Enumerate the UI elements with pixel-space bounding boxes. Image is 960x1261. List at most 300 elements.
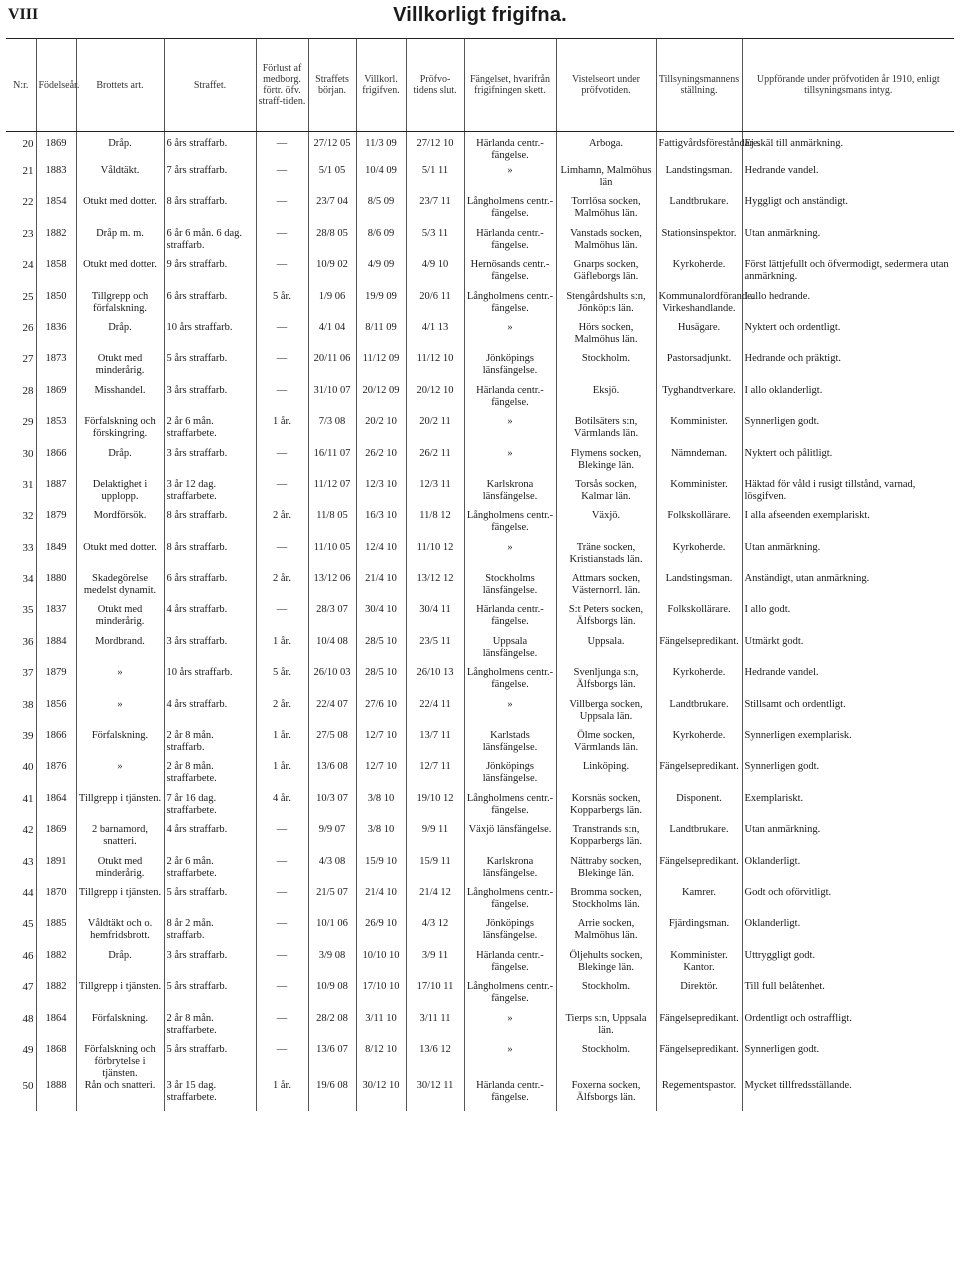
col-residence-cell: Torsås socken, Kalmar län. — [556, 479, 656, 510]
col-released-cell: 27/6 10 — [356, 699, 406, 730]
col-birth-year-cell: 1882 — [36, 950, 76, 981]
col-conduct-cell: Godt och oförvitligt. — [742, 887, 954, 918]
col-prison-cell: » — [464, 1044, 556, 1080]
col-released-cell: 12/4 10 — [356, 542, 406, 573]
col-probation-end-cell: 20/2 11 — [406, 416, 464, 447]
col-conduct-cell: Exemplariskt. — [742, 793, 954, 824]
col-crime-cell: » — [76, 667, 164, 698]
col-supervisor-cell: Fängelsepredikant. — [656, 761, 742, 792]
col-probation-end-cell: 26/10 13 — [406, 667, 464, 698]
table-row — [6, 385, 954, 416]
col-supervisor-cell: Komminister. Kantor. — [656, 950, 742, 981]
col-residence-cell: Transtrands s:n, Kopparbergs län. — [556, 824, 656, 855]
table-row — [6, 353, 954, 384]
col-nr-cell: 31 — [22, 478, 34, 491]
table-row — [6, 730, 954, 761]
table-row — [6, 1013, 954, 1044]
col-sentence-cell: 6 års straffarb. — [164, 132, 256, 166]
col-prison-cell: Långholmens centr.-fängelse. — [464, 667, 556, 698]
col-nr-cell: 22 — [22, 196, 34, 209]
col-sentence-start-cell: 13/6 08 — [308, 761, 356, 792]
col-residence-cell: Vanstads socken, Malmöhus län. — [556, 228, 656, 259]
col-supervisor-cell: Fängelsepredikant. — [656, 1044, 742, 1080]
col-nr-cell: 44 — [22, 886, 34, 899]
col-birth-year-cell: 1888 — [36, 1080, 76, 1111]
col-civil-loss-cell: 1 år. — [256, 761, 308, 792]
col-supervisor-cell: Landtbrukare. — [656, 699, 742, 730]
col-supervisor-header: Tillsyningsmannens ställning. — [656, 39, 742, 132]
col-residence-cell: Villberga socken, Uppsala län. — [556, 699, 656, 730]
col-birth-year-cell: 1885 — [36, 918, 76, 949]
col-sentence-cell: 10 års straffarb. — [164, 667, 256, 698]
col-birth-year-cell: 1880 — [36, 573, 76, 604]
col-probation-end-cell: 22/4 11 — [406, 699, 464, 730]
col-sentence-cell: 5 års straffarb. — [164, 1044, 256, 1080]
col-civil-loss-cell: — — [256, 856, 308, 887]
col-conduct-cell: I allo oklanderligt. — [742, 385, 954, 416]
col-sentence-start-cell: 9/9 07 — [308, 824, 356, 855]
col-probation-end-cell: 9/9 11 — [406, 824, 464, 855]
col-civil-loss-cell: 5 år. — [256, 291, 308, 322]
table-row — [6, 479, 954, 510]
col-nr-cell: 30 — [22, 447, 34, 460]
col-probation-end-cell: 4/9 10 — [406, 259, 464, 290]
col-crime-cell: Dråp. — [76, 950, 164, 981]
col-civil-loss-cell: — — [256, 259, 308, 290]
col-released-cell: 28/5 10 — [356, 667, 406, 698]
col-crime-cell: Tillgrepp i tjänsten. — [76, 981, 164, 1012]
col-prison-cell: Hernösands centr.-fängelse. — [464, 259, 556, 290]
col-birth-year-cell: 1856 — [36, 699, 76, 730]
col-crime-cell: Otukt med dotter. — [76, 259, 164, 290]
col-nr-cell: 35 — [22, 604, 34, 617]
page-number: VIII — [8, 6, 39, 23]
col-conduct-cell: Synnerligen exemplarisk. — [742, 730, 954, 761]
col-crime-cell: Tillgrepp och förfalskning. — [76, 291, 164, 322]
col-probation-end-header: Pröfvo-tidens slut. — [406, 39, 464, 132]
col-crime-cell: Förfalskning och förskingring. — [76, 416, 164, 447]
table-row — [6, 604, 954, 635]
col-prison-cell: » — [464, 322, 556, 353]
col-conduct-cell: I allo godt. — [742, 604, 954, 635]
col-conduct-cell: Uttryggligt godt. — [742, 950, 954, 981]
col-civil-loss-cell: — — [256, 604, 308, 635]
col-conduct-cell: Nyktert och pålitligt. — [742, 448, 954, 479]
col-nr-cell: 33 — [22, 541, 34, 554]
col-prison-cell: Växjö länsfängelse. — [464, 824, 556, 855]
col-probation-end-cell: 12/3 11 — [406, 479, 464, 510]
col-released-cell: 30/12 10 — [356, 1080, 406, 1111]
col-probation-end-cell: 13/6 12 — [406, 1044, 464, 1080]
col-prison-cell: » — [464, 1013, 556, 1044]
col-sentence-cell: 2 år 8 mån. straffarbete. — [164, 761, 256, 792]
col-conduct-cell: Oklanderligt. — [742, 856, 954, 887]
col-probation-end-cell: 15/9 11 — [406, 856, 464, 887]
col-sentence-start-cell: 11/10 05 — [308, 542, 356, 573]
col-released-cell: 4/9 09 — [356, 259, 406, 290]
col-residence-cell: Ölme socken, Värmlands län. — [556, 730, 656, 761]
register-table — [6, 38, 954, 1111]
col-sentence-start-cell: 31/10 07 — [308, 385, 356, 416]
col-released-cell: 10/10 10 — [356, 950, 406, 981]
col-birth-year-cell: 1887 — [36, 479, 76, 510]
col-prison-cell: Härlanda centr.-fängelse. — [464, 950, 556, 981]
col-residence-cell: Uppsala. — [556, 636, 656, 667]
col-sentence-start-cell: 13/12 06 — [308, 573, 356, 604]
col-crime-cell: Förfalskning. — [76, 730, 164, 761]
col-sentence-cell: 9 års straffarb. — [164, 259, 256, 290]
col-supervisor-cell: Tyghandtverkare. — [656, 385, 742, 416]
col-nr-cell: 21 — [22, 165, 34, 177]
col-crime-cell: Förfalskning. — [76, 1013, 164, 1044]
col-crime-cell: Tillgrepp i tjänsten. — [76, 887, 164, 918]
col-released-cell: 12/3 10 — [356, 479, 406, 510]
col-residence-cell: Svenljunga s:n, Älfsborgs län. — [556, 667, 656, 698]
col-nr-cell: 24 — [22, 259, 34, 272]
col-civil-loss-cell: — — [256, 950, 308, 981]
col-supervisor-cell: Fängelsepredikant. — [656, 636, 742, 667]
col-sentence-start-cell: 23/7 04 — [308, 196, 356, 227]
col-conduct-cell: Utan anmärkning. — [742, 542, 954, 573]
col-sentence-header: Straffet. — [164, 39, 256, 132]
col-supervisor-cell: Landstingsman. — [656, 165, 742, 196]
col-birth-year-cell: 1876 — [36, 761, 76, 792]
col-conduct-cell: Stillsamt och ordentligt. — [742, 699, 954, 730]
col-nr-cell: 49 — [22, 1043, 34, 1056]
col-supervisor-cell: Komminister. — [656, 479, 742, 510]
col-civil-loss-header: Förlust af medborg. förtr. öfv. straff-tiden. — [256, 39, 308, 132]
col-released-cell: 12/7 10 — [356, 761, 406, 792]
col-civil-loss-cell: — — [256, 196, 308, 227]
col-birth-year-cell: 1879 — [36, 510, 76, 541]
col-sentence-cell: 10 års straffarb. — [164, 322, 256, 353]
col-crime-cell: Misshandel. — [76, 385, 164, 416]
col-civil-loss-cell: 2 år. — [256, 699, 308, 730]
col-sentence-cell: 6 års straffarb. — [164, 291, 256, 322]
col-prison-cell: Långholmens centr.-fängelse. — [464, 510, 556, 541]
col-crime-cell: Mordbrand. — [76, 636, 164, 667]
col-civil-loss-cell: — — [256, 542, 308, 573]
col-released-cell: 16/3 10 — [356, 510, 406, 541]
col-sentence-cell: 6 år 6 mån. 6 dag. straffarb. — [164, 228, 256, 259]
col-sentence-cell: 2 år 6 mån. straffarbete. — [164, 856, 256, 887]
col-probation-end-cell: 30/4 11 — [406, 604, 464, 635]
col-sentence-start-cell: 11/12 07 — [308, 479, 356, 510]
col-probation-end-cell: 11/12 10 — [406, 353, 464, 384]
col-probation-end-cell: 3/11 11 — [406, 1013, 464, 1044]
col-birth-year-cell: 1866 — [36, 730, 76, 761]
col-prison-cell: Jönköpings länsfängelse. — [464, 353, 556, 384]
col-crime-cell: Tillgrepp i tjänsten. — [76, 793, 164, 824]
col-prison-cell: » — [464, 699, 556, 730]
col-sentence-cell: 7 år 16 dag. straffarbete. — [164, 793, 256, 824]
col-nr-cell: 29 — [22, 416, 34, 429]
col-sentence-cell: 7 års straffarb. — [164, 165, 256, 196]
col-conduct-cell: Nyktert och ordentligt. — [742, 322, 954, 353]
col-probation-end-cell: 21/4 12 — [406, 887, 464, 918]
col-supervisor-cell: Regementspastor. — [656, 1080, 742, 1111]
table-row — [6, 416, 954, 447]
col-prison-cell: Stockholms länsfängelse. — [464, 573, 556, 604]
col-civil-loss-cell: 5 år. — [256, 667, 308, 698]
col-probation-end-cell: 13/7 11 — [406, 730, 464, 761]
col-supervisor-cell: Fängelsepredikant. — [656, 856, 742, 887]
col-nr-cell: 38 — [22, 698, 34, 711]
table-row — [6, 510, 954, 541]
col-conduct-cell: Hyggligt och anständigt. — [742, 196, 954, 227]
col-civil-loss-cell: — — [256, 322, 308, 353]
col-prison-header: Fängelset, hvarifrån frigifningen skett. — [464, 39, 556, 132]
col-crime-header: Brottets art. — [76, 39, 164, 132]
col-released-cell: 11/12 09 — [356, 353, 406, 384]
col-birth-year-cell: 1870 — [36, 887, 76, 918]
col-nr-cell: 45 — [22, 918, 34, 931]
col-residence-cell: Stockholm. — [556, 353, 656, 384]
col-sentence-start-cell: 10/3 07 — [308, 793, 356, 824]
col-sentence-start-cell: 10/1 06 — [308, 918, 356, 949]
col-civil-loss-cell: — — [256, 1044, 308, 1080]
col-probation-end-cell: 26/2 11 — [406, 448, 464, 479]
col-conduct-cell: Synnerligen godt. — [742, 416, 954, 447]
table-row — [6, 196, 954, 227]
table-row — [6, 667, 954, 698]
table-row — [6, 918, 954, 949]
col-sentence-cell: 3 år 15 dag. straffarbete. — [164, 1080, 256, 1111]
table-header — [6, 39, 954, 132]
col-crime-cell: Förfalskning och förbrytelse i tjänsten. — [76, 1044, 164, 1080]
col-sentence-start-cell: 1/9 06 — [308, 291, 356, 322]
col-conduct-cell: Häktad för våld i rusigt tillstånd, varnad, lösgifven. — [742, 479, 954, 510]
col-probation-end-cell: 4/1 13 — [406, 322, 464, 353]
col-sentence-cell: 2 år 8 mån. straffarb. — [164, 730, 256, 761]
col-sentence-start-cell: 22/4 07 — [308, 699, 356, 730]
col-prison-cell: Långholmens centr.-fängelse. — [464, 981, 556, 1012]
col-nr-cell: 23 — [22, 227, 34, 240]
col-sentence-start-cell: 10/9 08 — [308, 981, 356, 1012]
col-prison-cell: Karlskrona länsfängelse. — [464, 856, 556, 887]
table-body — [6, 132, 954, 1112]
table-row — [6, 636, 954, 667]
col-sentence-start-header: Straffets början. — [308, 39, 356, 132]
col-civil-loss-cell: — — [256, 1013, 308, 1044]
col-conduct-cell: Till full belåtenhet. — [742, 981, 954, 1012]
col-sentence-start-cell: 26/10 03 — [308, 667, 356, 698]
col-civil-loss-cell: — — [256, 353, 308, 384]
col-birth-year-cell: 1864 — [36, 1013, 76, 1044]
col-civil-loss-cell: 2 år. — [256, 510, 308, 541]
col-probation-end-cell: 30/12 11 — [406, 1080, 464, 1111]
col-crime-cell: Otukt med dotter. — [76, 542, 164, 573]
table-row — [6, 699, 954, 730]
col-released-cell: 15/9 10 — [356, 856, 406, 887]
col-civil-loss-cell: — — [256, 824, 308, 855]
col-sentence-cell: 5 års straffarb. — [164, 981, 256, 1012]
table-row — [6, 1080, 954, 1111]
col-nr-cell: 41 — [22, 792, 34, 805]
col-residence-cell: Foxerna socken, Älfsborgs län. — [556, 1080, 656, 1111]
col-supervisor-cell: Pastorsadjunkt. — [656, 353, 742, 384]
col-prison-cell: Långholmens centr.-fängelse. — [464, 196, 556, 227]
col-supervisor-cell: Husägare. — [656, 322, 742, 353]
table-row — [6, 322, 954, 353]
col-nr-cell: 50 — [22, 1079, 34, 1092]
col-sentence-start-cell: 7/3 08 — [308, 416, 356, 447]
col-supervisor-cell: Komminister. — [656, 416, 742, 447]
col-residence-cell: Gnarps socken, Gäfleborgs län. — [556, 259, 656, 290]
col-sentence-cell: 3 års straffarb. — [164, 385, 256, 416]
col-conduct-cell: Anständigt, utan anmärkning. — [742, 573, 954, 604]
col-birth-year-cell: 1869 — [36, 824, 76, 855]
col-sentence-cell: 3 års straffarb. — [164, 636, 256, 667]
col-birth-year-cell: 1853 — [36, 416, 76, 447]
col-residence-cell: Bromma socken, Stockholms län. — [556, 887, 656, 918]
col-nr-cell: 32 — [22, 510, 34, 523]
col-crime-cell: Dråp. — [76, 448, 164, 479]
table-row — [6, 228, 954, 259]
col-sentence-start-cell: 21/5 07 — [308, 887, 356, 918]
col-residence-cell: Hörs socken, Malmöhus län. — [556, 322, 656, 353]
col-crime-cell: Dråp. — [76, 132, 164, 166]
col-supervisor-cell: Folkskollärare. — [656, 604, 742, 635]
col-released-cell: 20/12 09 — [356, 385, 406, 416]
col-prison-cell: » — [464, 416, 556, 447]
col-birth-year-cell: 1854 — [36, 196, 76, 227]
col-sentence-cell: 2 år 8 mån. straffarbete. — [164, 1013, 256, 1044]
col-sentence-cell: 4 års straffarb. — [164, 699, 256, 730]
col-prison-cell: Härlanda centr.-fängelse. — [464, 385, 556, 416]
col-crime-cell: Dråp. — [76, 322, 164, 353]
col-supervisor-cell: Disponent. — [656, 793, 742, 824]
col-civil-loss-cell: 1 år. — [256, 416, 308, 447]
col-crime-cell: Otukt med dotter. — [76, 196, 164, 227]
col-sentence-cell: 5 års straffarb. — [164, 887, 256, 918]
col-birth-year-cell: 1882 — [36, 228, 76, 259]
col-crime-cell: Våldtäkt och o. hemfridsbrott. — [76, 918, 164, 949]
col-crime-cell: 2 barnamord, snatteri. — [76, 824, 164, 855]
col-probation-end-cell: 17/10 11 — [406, 981, 464, 1012]
col-nr-cell: 36 — [22, 635, 34, 648]
col-prison-cell: Långholmens centr.-fängelse. — [464, 793, 556, 824]
col-supervisor-cell: Kamrer. — [656, 887, 742, 918]
col-prison-cell: Karlskrona länsfängelse. — [464, 479, 556, 510]
col-residence-cell: Stockholm. — [556, 981, 656, 1012]
col-nr-cell: 27 — [22, 353, 34, 366]
col-nr-cell: 42 — [22, 824, 34, 837]
col-birth-year-cell: 1866 — [36, 448, 76, 479]
col-crime-cell: Otukt med minderårig. — [76, 353, 164, 384]
col-conduct-cell: I alla afseenden exemplariskt. — [742, 510, 954, 541]
col-sentence-start-cell: 10/9 02 — [308, 259, 356, 290]
col-birth-year-cell: 1873 — [36, 353, 76, 384]
col-released-cell: 30/4 10 — [356, 604, 406, 635]
col-released-cell: 3/11 10 — [356, 1013, 406, 1044]
col-crime-cell: Delaktighet i upplopp. — [76, 479, 164, 510]
col-conduct-header: Uppförande under pröfvotiden år 1910, enligt tillsyningsmans intyg. — [742, 39, 954, 132]
col-civil-loss-cell: — — [256, 479, 308, 510]
col-conduct-cell: Ej skäl till anmärkning. — [742, 132, 954, 166]
table-row — [6, 761, 954, 792]
col-sentence-cell: 3 år 12 dag. straffarbete. — [164, 479, 256, 510]
col-sentence-start-cell: 13/6 07 — [308, 1044, 356, 1080]
col-prison-cell: Härlanda centr.-fängelse. — [464, 604, 556, 635]
col-released-cell: 19/9 09 — [356, 291, 406, 322]
col-sentence-start-cell: 27/12 05 — [308, 132, 356, 166]
col-nr-cell: 46 — [22, 949, 34, 962]
col-birth-year-cell: 1869 — [36, 132, 76, 166]
col-probation-end-cell: 13/12 12 — [406, 573, 464, 604]
col-probation-end-cell: 12/7 11 — [406, 761, 464, 792]
col-nr-header: N:r. — [6, 39, 36, 132]
col-civil-loss-cell: — — [256, 887, 308, 918]
col-prison-cell: Jönköpings länsfängelse. — [464, 761, 556, 792]
col-crime-cell: Mordförsök. — [76, 510, 164, 541]
col-probation-end-cell: 27/12 10 — [406, 132, 464, 166]
col-birth-year-cell: 1879 — [36, 667, 76, 698]
table-row — [6, 165, 954, 196]
col-probation-end-cell: 20/12 10 — [406, 385, 464, 416]
col-supervisor-cell: Kommunalordförande. Virkeshandlande. — [656, 291, 742, 322]
col-released-cell: 21/4 10 — [356, 573, 406, 604]
col-sentence-cell: 4 års straffarb. — [164, 824, 256, 855]
col-nr-cell: 34 — [22, 573, 34, 586]
col-civil-loss-cell: — — [256, 981, 308, 1012]
col-civil-loss-cell: 1 år. — [256, 1080, 308, 1111]
col-released-cell: 26/2 10 — [356, 448, 406, 479]
table-row — [6, 950, 954, 981]
col-residence-cell: Öljehults socken, Blekinge län. — [556, 950, 656, 981]
col-residence-cell: Eksjö. — [556, 385, 656, 416]
col-conduct-cell: Hedrande vandel. — [742, 667, 954, 698]
col-nr-cell: 28 — [22, 384, 34, 397]
col-civil-loss-cell: — — [256, 385, 308, 416]
col-prison-cell: » — [464, 165, 556, 196]
col-sentence-cell: 5 års straffarb. — [164, 353, 256, 384]
col-supervisor-cell: Folkskollärare. — [656, 510, 742, 541]
col-prison-cell: Jönköpings länsfängelse. — [464, 918, 556, 949]
col-probation-end-cell: 20/6 11 — [406, 291, 464, 322]
table-row — [6, 259, 954, 290]
col-birth-year-cell: 1836 — [36, 322, 76, 353]
col-released-cell: 8/5 09 — [356, 196, 406, 227]
col-sentence-start-cell: 4/1 04 — [308, 322, 356, 353]
col-sentence-cell: 2 år 6 mån. straffarbete. — [164, 416, 256, 447]
col-residence-cell: Attmars socken, Västernorrl. län. — [556, 573, 656, 604]
col-birth-year-cell: 1868 — [36, 1044, 76, 1080]
col-crime-cell: Våldtäkt. — [76, 165, 164, 196]
col-supervisor-cell: Stationsinspektor. — [656, 228, 742, 259]
col-sentence-cell: 4 års straffarb. — [164, 604, 256, 635]
col-crime-cell: » — [76, 761, 164, 792]
col-conduct-cell: Utan anmärkning. — [742, 824, 954, 855]
table-row — [6, 542, 954, 573]
table-row — [6, 573, 954, 604]
col-supervisor-cell: Kyrkoherde. — [656, 667, 742, 698]
table-row — [6, 887, 954, 918]
col-residence-cell: Arrie socken, Malmöhus län. — [556, 918, 656, 949]
col-birth-year-cell: 1837 — [36, 604, 76, 635]
col-prison-cell: Uppsala länsfängelse. — [464, 636, 556, 667]
col-released-cell: 26/9 10 — [356, 918, 406, 949]
col-probation-end-cell: 19/10 12 — [406, 793, 464, 824]
col-crime-cell: Rån och snatteri. — [76, 1080, 164, 1111]
col-supervisor-cell: Fjärdingsman. — [656, 918, 742, 949]
col-supervisor-cell: Fängelsepredikant. — [656, 1013, 742, 1044]
col-conduct-cell: Först lättjefullt och öfvermodigt, sedermera utan anmärkning. — [742, 259, 954, 290]
col-sentence-cell: 8 års straffarb. — [164, 542, 256, 573]
col-released-header: Villkorl. frigifven. — [356, 39, 406, 132]
col-sentence-cell: 3 års straffarb. — [164, 950, 256, 981]
table-row — [6, 824, 954, 855]
